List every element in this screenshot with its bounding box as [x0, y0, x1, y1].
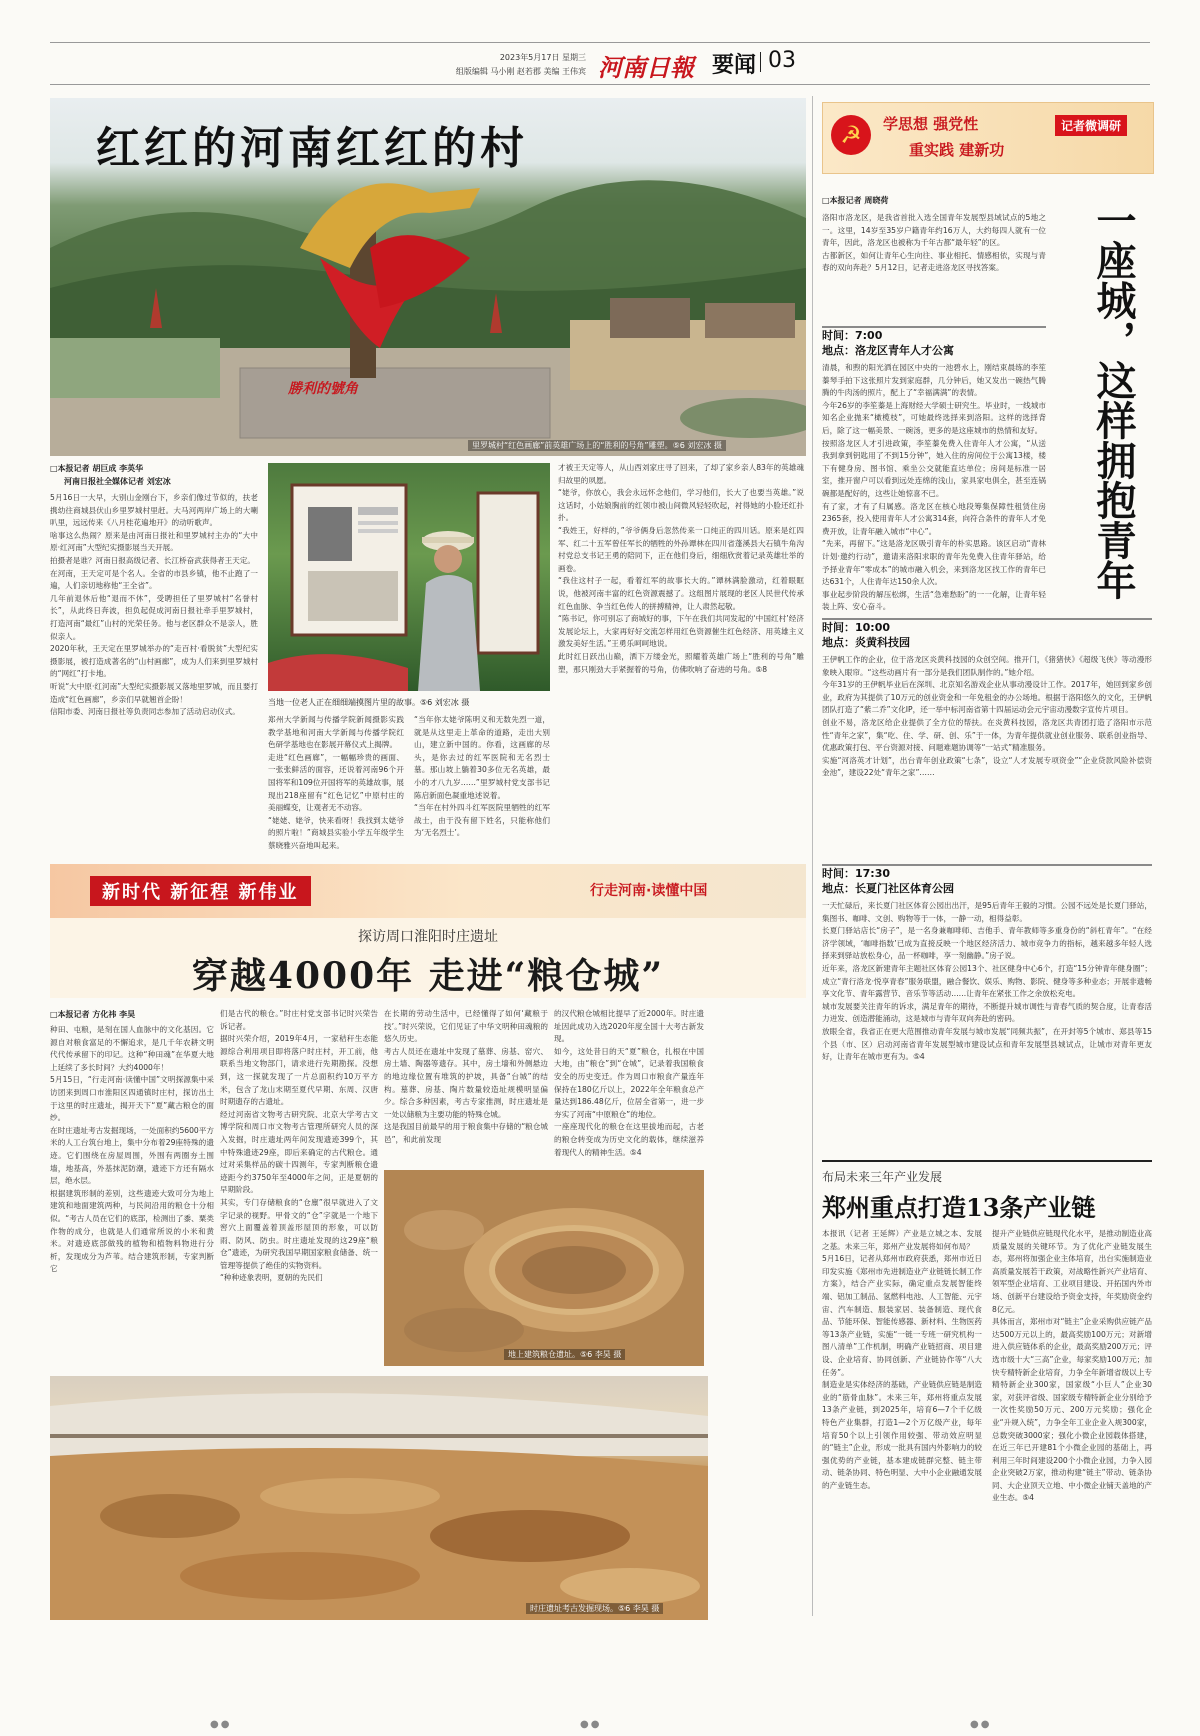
newspaper-logo: 河南日報: [598, 53, 694, 82]
footer-dots-mid: ●●: [580, 1719, 602, 1730]
footer-dots-left: ●●: [210, 1719, 232, 1730]
top-story-byline-1: □本报记者 胡巨成 李英华: [50, 464, 144, 473]
industry-column-2: 提升产业链供应链现代化水平，是推动制造业高质量发展的关键环节。为了优化产业链发展生态，郑州将加强企业主体培育，出台实施制造业高质量发展若干政策，对战略性新兴产业培育、领军型企业培育、工业项目建设、开拓国内外市场、创新平台建设给予资金支持，年奖励资金约8亿元。 具体而言，郑州市对“链主”企业采购供应链产品达500万元以上的，最高奖励100万元；对新增进入供应链体系的企业，最高奖励200万元；评选市级十大“三高”企业，每家奖励100万元；加快专精特新企业培育，力争全年新增省级以上专精特新企业300家，国家级“小巨人”企业30家，对获评省级、国家级专精特新企业分别给予一次性奖励50万元、200万元奖励；强化企业“升规入统”，力争全年工业企业入规300家，总数突破3000家；强化小微企业园载体搭建，在近三年已开建81个小微企业园的基础上，再利用三年时间建设200个小微企业园，力争入园企业突破2万家，推动构建“链主”带动、链条协同、大企业顶天立地、中小微企业铺天盖地的产业生态。⑤4: [992, 1229, 1152, 1503]
header-date: 2023年5月17日 星期三: [499, 53, 586, 62]
stop1-header: [822, 326, 1046, 358]
feature-title-block: [50, 918, 806, 998]
exhibit-photo: [268, 463, 550, 691]
feature-column-2: 们是古代的粮仓。”时庄村党支部书记时兴荣告诉记者。 据时兴荣介绍，2019年4月，一家秸秆生态能源综合利用项目即将落户时庄村，开工前，他联系当地文物部门，请求进行先期勘探。没想到，这一探就发现了一片总面积约10万平方米，包含了龙山末期至夏代早期、东周、汉唐时期遗存的古遗址。 经过河南省文物考古研究院、北京大学考古文博学院和周口市文物考古管理所研究人员的深入发掘，时庄遗址两年间发现遗迹399个，其中特殊遗迹29座，即后来确定的古代粮仓。通过对采集样品的碳十四测年，专家判断粮仓遗迹距今约3750年至4000年之间，正是夏朝的早期阶段。 其实，专门存储粮食的“仓廪”很早就进入了文字记录的视野。甲骨文的“仓”字就是一个地下窖穴上面覆盖着顶盖形屋顶的形象，可以防雨、防风、防虫。时庄遗址发现的这29座“粮仓”遗迹，为研究我国早期国家粮食储备、统一管理等提供了绝佳的实物资料。 “种种迹象表明，夏朝的先民们: [220, 1009, 378, 1283]
excavation-photo: [50, 1376, 708, 1620]
stop1-text: 清晨，和煦的阳光洒在园区中央的一池碧水上，刚结束晨练的李笙蓁琴手拍下这张照片发到家庭群，几分钟后，她又发出一碗热气腾腾的牛肉汤的照片，配上了“幸福满满”的表情。 今年26岁的李笙蓁是上海财经大学硕士研究生。毕业时，一线城市知名企业抛来“橄榄枝”，可她最终选择来到洛阳。这样的选择背后，除了这一幅美景、一碗汤，更多的是这座城市的热情和友好。 按照洛龙区人才引进政策，李笙蓁免费入住青年人才公寓，“从送我到拿到钥匙用了不到15分钟”，她入住的房间位于公寓13楼，楼下有健身房、图书馆、乘坐公交就能直达单位；房间是标准一居室，推开窗户可以看到远处连绵的浅山，家具家电俱全，甚至连锅碗都是配好的，这些让她惊喜不已。 有了家，才有了归属感。洛龙区在核心地段筹集保障性租赁住房2365套，投入使用青年人才公寓314套，向符合条件的青年人才免费开放，让青年融入城市“中心”。 “先来，再留下。”这是洛龙区吸引青年的朴实思路。该区启动“青林计划·邀约行动”，邀请来洛阳求职的青年先免费入住青年驿站，给予择业青年“零成本”的城市融入机会，来到洛龙区找工作的青年已达631个，人住青年达150余人次。 事业起步阶段的解压松绑，生活“急难愁盼”的一一化解，让青年轻装上阵、安心奋斗。: [822, 363, 1046, 612]
industry-rule: [822, 1160, 1152, 1162]
top-story-column-1: 5月16日一大早，大别山金刚台下，乡亲们像过节似的，扶老携幼往商城县伏山乡里罗城村里赶。大马河两岸广场上的大喇叭里，远远传来《八月桂花遍地开》的动听歌声。 啥事这么热闹？原来是由河南日报社和里罗城村主办的“大中原·红河南”大型纪实摄影展当天开展。 拍摄者是谁？河南日报高级记者、长江桥奋武获得者王天定。 在河南，王天定可是个名人。全省的市县乡镇，他不止跑了一遍，人们亲切地称他“王全省”。 几年前退休后他“退而不休”，受聘担任了里罗城村“名誉村长”，从此终日奔波，担负起促成河南日报社牵手里罗城村，打造河南“最红”山村的光荣任务。他与老区群众不是亲人，胜似亲人。 2020年秋，王天定在里罗城举办的“走百村·看脱贫”大型纪实摄影展，被打造成著名的“山村画廊”，成为人们来到里罗城村的“网红”打卡地。 听说“大中原·红河南”大型纪实摄影展又落地里罗城，而且要打造成“红色画廊”，乡亲们早就翘首企盼！ 信阳市委、河南日报社等负责同志参加了活动启动仪式。: [50, 493, 258, 717]
sculpture-inscription: 勝利的號角: [288, 381, 358, 397]
feature-subtitle: 探访周口淮阳时庄遗址: [358, 929, 498, 945]
feature-column-3: 在长期的劳动生活中，已经懂得了如何‘藏粮于技’。”时兴荣说，它们见证了中华文明种田魂粮的悠久历史。 考古人员还在遗址中发现了墓葬、房基、窑穴、房土墙、陶器等遗存。其中，房土墙和外侧悬边的地边缘位置有堆筑的护坡，具备“台城”的结构。墓葬、房基、陶片数量较造址规模明显偏少。综合多种因素，考古专家推测，时庄遗址是一处以储粮为主要功能的特殊仓城。 这是我国目前最早的用于粮食集中存储的“粮仓城邑”，和此前发现: [384, 1009, 548, 1144]
footer-dots-right: ●●: [970, 1719, 992, 1730]
feature-banner: [50, 864, 806, 918]
excavation-photo-art: [50, 1376, 708, 1620]
feature-banner-slogan: 新时代 新征程 新伟业: [90, 876, 311, 906]
stop3-time: 时间：17:30: [822, 867, 891, 880]
stop2-text: 王伊帆工作的企业，位于洛龙区炎黄科技园的众创空间。推开门，《猪猪侠》《超级飞侠》等动漫形象映入眼帘。“这些动画片有一部分是我们团队制作的。”她介绍。 今年31岁的王伊帆毕业后在深圳、北京知名游戏企业从事动漫设计工作。2017年，她回到家乡创业，政府为其提供了10万元的创业资金和一年免租金的办公场地。根据于洛阳悠久的文化，王伊帆团队打造了“紫二乔”文化IP，还一举中标河南省第十四届运动会元宇宙动漫数字宣传片项目。 创业不易，洛龙区给企业提供了全方位的帮扶。在炎黄科技园，洛龙区共青团打造了洛阳市示范性“青年之家”，集“吃、住、学、研、创、乐”于一体，为青年提供就业创业服务、联系创业指导、优惠政策打包、平台资源对接、问题难题协调等“一站式”精准服务。 实施“河洛英才计划”，出台青年创业政策“七条”，设立“人才发展专项资金”“企业贷款风险补偿资金池”，建设22处“青年之家”……: [822, 655, 1152, 778]
stop2-header: [822, 618, 1152, 650]
sidebar-banner-left: 学思想 强党性: [883, 115, 979, 133]
granary-photo-caption: 地上建筑粮仓遗址。⑤6 李昊 摄: [504, 1349, 625, 1360]
exhibit-photo-caption: 当地一位老人正在细细端摸图片里的故事。⑤6 刘宏冰 摄: [268, 698, 470, 707]
top-story-column-3: 才被王天定等人，从山西刘家庄寻了回来，了却了家乡亲人83年的英雄魂归故里的夙愿。 “姥爷，你放心，我会永远怀念他们，学习他们，长大了也要当英雄。”说这话时，小姑娘胸前的红领巾被山间微风轻轻吹起，衬得她的小脸还红扑扑。 “我姓王，好样的，”爷爷俩身后忽然传来一口纯正的四川话。原来是红四军、红二十五军曾任军长的牺牲的外孙谭林在四川省蓬溪县大石镇牛角沟村党总支书记王勇的陪同下，正在他们身后，细细欣赏着记录英雄壮举的画卷。 “我住这村子一起，看着红军的故事长大的。”谭林满脸激动，红着眼眶说，他被河南丰富的红色资源震撼了。这组图片展现的老区人民世代传承红色血脉、争当红色传人的拼搏精神，让人肃然起敬。 “陈书记，你可别忘了商城好的事，下午在我们共同发起的‘中国红村’经济发展论坛上，大家再好好交流怎样用红色资源催生红色经济、用英雄主义激发美好生活。”王勇乐呵呵地说。 此时红日跃出山巅，洒下万缕金光，照耀着英雄广场上“胜利的号角”雕塑，那只刚劲大手紧握着的号角，仿佛吹响了奋进的号角。⑤8: [558, 463, 804, 674]
stop3-place: 地点：长夏门社区体育公园: [822, 882, 954, 895]
sidebar-banner: [822, 102, 1154, 174]
granary-photo: [384, 1170, 704, 1366]
page-number: 03: [768, 48, 796, 73]
top-story-byline: [50, 462, 258, 488]
stop1-time: 时间：7:00: [822, 329, 883, 342]
hero-photo-caption: 里罗城村“红色画廊”前英雄广场上的“胜利的号角”雕塑。⑤6 刘宏冰 摄: [468, 440, 726, 451]
feature-byline: □本报记者 方化祎 李昊: [50, 1010, 136, 1019]
industry-subtitle: 布局未来三年产业发展: [822, 1170, 943, 1184]
sidebar-vertical-title: 一座城，这样拥抱青年: [1090, 200, 1137, 600]
sidebar-byline: □本报记者 周晓荷: [822, 196, 889, 205]
granary-photo-art: [384, 1170, 704, 1366]
feature-column-1: 种田、屯粮，是刻在国人血脉中的文化基因。它源自对粮食富足的不懈追求，是几千年农耕文明代代传承留下的印记。这种“种田魂”在华夏大地上延续了多长时间？大约4000年！ 5月15日，“行走河南·读懂中国”文明探源集中采访团来到周口市淮阳区四通镇时庄村，探访出土于这里的时庄遗址，揭开天下“夏”藏古粮仓的面纱。 在时庄遗址考古发掘现场，一处面积约5600平方米的人工台筑台地上，集中分布着29座特殊的遗迹。它们围绕在房屋周围，外围有两圈夯土围墙，地基高，外基抹泥防潮，遗迹下方还有隔水层，绝水层。 根据建筑形制的差别，这些遗迹大致可分为地上建筑和地面建筑两种，与民间沿用的粮仓十分相似。“考古人员在它们的底部，检测出了黍、粟类作物的成分，也就是人们通常所说的小米和黄米。对遗迹底部做残的植物和植物料物进行分析，发现成分为芦苇。结合建筑形制，专家判断它: [50, 1025, 214, 1274]
industry-title: 郑州重点打造13条产业链: [822, 1193, 1096, 1222]
feature-title: 穿越4000年 走进“粮仓城”: [191, 955, 665, 997]
stop3-text: 一天忙碌后，来长夏门社区体育公园出出汗，是95后青年王毅的习惯。公园不远处是长夏门驿站，集图书、咖啡、文创、购物等于一体，一静一动，相得益彰。 长夏门驿站店长“房子”，是一名身兼咖啡师、吉他手、青年教师等多重身份的“斜杠青年”。“在经济学领域，‘咖啡指数’已成为直接反映一个地区经济活力、城市竞争力的指标，越来越多年轻人选择来到驿站放松身心，品一杯咖啡，享一刻幽静。”房子说。 近年来，洛龙区新建青年主题社区体育公园13个、社区健身中心6个，打造“15分钟青年健身圈”；成立“青行洛龙·悦享青春”服务联盟，融合餐饮、娱乐、购物、影院、健身等多种业态；开展非遗畅享文化节、青年露营节、音乐节等活动……让青年在紧张工作之余放松充电。 城市发展要关注青年的诉求，满足青年的期待，不断提升城市调性与青春气质的契合度，让青春活力迸发、创造潜能涌动，这是城市与青年双向奔赴的密码。 放眼全省，我省正在更大范围推动青年发展与城市发展“同频共振”，在开封等5个城市、郑县等15个县（市、区）启动河南省青年发展型城市建设试点和青年发展型县城试点，让城市对青年更友好，让青年在城市更有为。⑤4: [822, 901, 1152, 1062]
header-top-rule: [50, 42, 1150, 43]
top-story-byline-2: 河南日报社全媒体记者 刘宏冰: [64, 477, 171, 486]
industry-column-1: 本报讯（记者 王延辉）产业是立城之本、发展之基。未来三年，郑州产业发展将如何布局？ 5月16日，记者从郑州市政府获悉，郑州市近日印发实施《郑州市先进制造业产业链链长制工作方案》，结合产业实际，确定重点发展智能终端、铝加工制品、氢燃料电池、人工智能、元宇宙、汽车制造、服装家居、装备制造、现代食品、节能环保、智能传感器、新材料、生物医药等13条产业链，实施“一链一专班一研究机构一图八清单”工作机制，明确产业链招商、项目建设、企业培育、协同创新、产业链协作等“八大任务”。 制造业是实体经济的基础，产业链供应链是制造业的“筋骨血脉”。未来三年，郑州将重点发展13条产业链，到2025年，培育6—7个千亿级特色产业集群，打造1—2个万亿级产业，每年培育50个以上引领作用较强、带动效应明显的“链主”企业，形成一批具有国内外影响力的较强优势的产业链，基本建成链群完整、链主带动、链条协同、特色明显、大中小企业融通发展的产业链生态。: [822, 1229, 982, 1490]
header-editors: 组版编辑 马小刚 赵若郡 美编 王伟宾: [455, 67, 586, 76]
exhibit-photo-art: [268, 463, 550, 691]
excavation-photo-caption: 时庄遗址考古发掘现场。⑤6 李昊 摄: [526, 1603, 663, 1614]
section-name: 要闻: [712, 53, 757, 78]
feature-column-4: 的汉代粮仓城相比提早了近2000年。时庄遗址因此成功入选2020年度全国十大考古新发现。 如今，这处昔日的天“夏”粮仓，扎根在中国大地，由“粮仓”到“仓城”，记录着我国粮食安全的历史变迁。作为周口市粮食产量连年保持在180亿斤以上，2022年全年粮食总产量达到186.48亿斤，位居全省第一，进一步夯实了河南“中原粮仓”的地位。 一座座现代化的粮仓在这里拔地而起，古老的粮仓转变成为历史文化的载体，继续滋养着现代人的精神生活。⑤4: [554, 1009, 704, 1157]
top-story-title: 红红的河南红红的村: [96, 123, 528, 174]
header-divider: [760, 52, 761, 72]
stop1-place: 地点：洛龙区青年人才公寓: [822, 344, 954, 357]
sidebar-banner-tag: 记者微调研: [1055, 115, 1127, 136]
stop3-header: [822, 864, 1152, 896]
sidebar-intro: 洛阳市洛龙区，是我省首批入选全国青年发展型县域试点的5地之一。这里，14岁至35岁户籍青年约16万人，大约每四人就有一位青年，因此，洛龙区也被称为千年古都“最年轻”的区。 古都新区，如何让青年心生向往、事业相托、情感相依，实现与青春的双向奔赴？5月12日，记者走进洛龙区寻找答案。: [822, 213, 1046, 273]
sidebar-banner-right: 重实践 建新功: [909, 141, 1005, 159]
stop2-time: 时间：10:00: [822, 621, 891, 634]
top-story-column-2: 郑州大学新闻与传播学院新闻摄影实践教学基地和河南大学新闻与传播学院红色研学基地也在影展开幕仪式上揭牌。 走进“红色画廊”，一幅幅珍贵的画面、一张张鲜活的面容，还说着河南96个开国将军和109位开国将军的英雄故事，展现出218座留有“红色记忆”中原村庄的美丽蝶变，让观者无不动容。 “姥姥、姥爷，快来看呀！我找到太姥爷的照片啦！”商城县实验小学五年级学生蔡晓雅兴奋地叫起来。 “当年你太姥爷陈明义和无数先烈一道，就是从这里走上革命的道路，走出大别山，建立新中国的。你看，这画廊的尽头，是你去过的红军医院和无名烈士墓。那山坡上躺着30多位无名英雄，最小的才八九岁……”里罗城村党支部书记陈启新面色凝重地述说着。 “当年在村外四斗红军医院里牺牲的红军战士，由于没有留下姓名，只能称他们为‘无名烈士’。: [268, 715, 550, 850]
feature-banner-series: 行走河南·读懂中国: [590, 883, 708, 899]
hero-photo: [50, 98, 806, 456]
header-bottom-rule: [50, 84, 1150, 85]
sidebar-divider: [812, 96, 813, 1616]
party-emblem-icon: ☭: [831, 115, 871, 155]
stop2-place: 地点：炎黄科技园: [822, 636, 910, 649]
